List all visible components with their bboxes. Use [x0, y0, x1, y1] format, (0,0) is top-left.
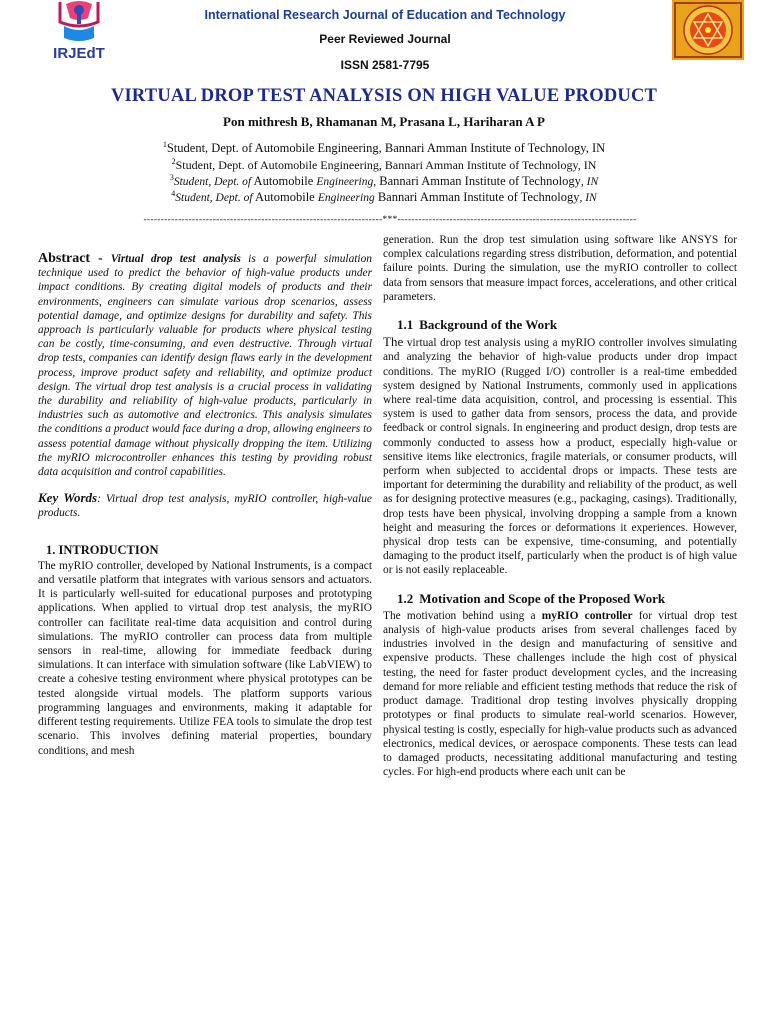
author-list: Pon mithresh B, Rhamanan M, Prasana L, Hariharan A P [223, 114, 545, 129]
keywords-heading: Key Words [38, 490, 98, 506]
irjedt-logo [44, 0, 114, 64]
introduction-heading: 1. INTRODUCTION [46, 542, 159, 557]
affiliation-1: $^1$Student, Dept. of Automobile Engineering, Bannari Amman Institute of Technology, IN [162, 140, 606, 156]
left-column [38, 252, 372, 758]
issn-label: ISSN 2581-7795 [340, 58, 430, 72]
right-column [383, 233, 737, 779]
yantra-emblem-icon [672, 0, 744, 60]
paper-title: VIRTUAL DROP TEST ANALYSIS ON HIGH VALUE PRODUCT [110, 86, 658, 106]
journal-name: International Research Journal of Education and Technology [204, 8, 566, 22]
introduction-continuation: generation. Run the drop test simulation using software like ANSYS for complex calculations regarding stress distribution, deformation, and potential failure points. During the simulation, use the myRIO controller to collect data from sensors that measure impact forces, accelerations, and other critical parameters. [383, 234, 737, 303]
motivation-heading: 1.2 Motivation and Scope of the Proposed Work [397, 590, 666, 606]
affiliation-2: $^2$Student, Dept. of Automobile Engineering, Bannari Amman Institute of Technology, IN [171, 157, 597, 172]
background-body: The virtual drop test analysis using a myRIO controller involves simulating and analyzing the behavior of high-value products under drop impact conditions. The myRIO (Rugged I/O) controller is a real-time embedded system designed by National Instruments, commonly used in applications where real-time data acquisition, control, and processing is essential. This system is used to gather data from sensors, process the data, and provide feedback or control signals. In engineering and product design, drop tests are commonly conducted to assess how a product, especially high-value or sensitive items like electronics, fragile materials, or consumer products, will perform when subjected to accidental drops or impacts. These tests are important for determining the durability and reliability of the product, as well as for designing protective measures (e.g., packaging, casings). Traditionally, drop tests have been physical, involving dropping a sample from a known height and measuring the forces or deformations it experiences. However, physical drop tests can be expensive, time-consuming, and potentially damaging to the product itself, particularly when the product is of high value or is not easily replaceable. [383, 334, 737, 577]
abstract-heading: Abstract - [38, 251, 111, 266]
affiliation-4: $^4$Student, Dept. of Automobile Engineering Bannari Amman Institute of Technology, IN [171, 189, 597, 205]
section-separator: ---------------------------------------------------------------------***--------------------------------------------------------------------- [143, 215, 637, 225]
peer-reviewed-label: Peer Reviewed Journal [319, 32, 451, 46]
keywords: Key Words: Virtual drop test analysis, myRIO controller, high-value products. [38, 490, 372, 520]
background-heading: 1.1 Background of the Work [397, 317, 558, 333]
affiliation-3: $^3$Student, Dept. of Automobile Engineering, Bannari Amman Institute of Technology, IN [169, 173, 599, 189]
motivation-body: The motivation behind using a myRIO controller for virtual drop test analysis of high-value products arises from several challenges faced by industries involved in the design and manufacturing of sensitive and expensive products. These challenges include the high cost of physical testing, the need for faster product development cycles, and the increasing demand for more reliable and efficient testing methods that reduce the risk of product damage. Traditional drop testing involves physically dropping prototypes or final products to simulate real-world scenarios. However, physical testing is costly, especially for high-value products such as advanced electronics, medical devices, or aerospace components. These tests can lead to damaged products, necessitating additional manufacturing and testing cycles. For high-end products where each unit can be [383, 609, 738, 779]
svg-text:IRJEdT: IRJEdT [53, 45, 105, 62]
introduction-body: The myRIO controller, developed by National Instruments, is a compact and versatile platform that integrates with various sensors and actuators. It is particularly well-suited for educational purposes and prototyping applications. When applied to virtual drop test analysis, the myRIO controller can facilitate real-time data acquisition and control during simulations. The myRIO controller can process data from multiple sensors in real-time, allowing for immediate feedback during simulations. It can interface with simulation software (like LabVIEW) to create a cohesive testing environment where physical prototypes can be tested alongside virtual models. The platform supports various programming languages and environments, making it adaptable for different testing requirements. Utilize FEA tools to simulate the drop test scenario. This involves defining material properties, boundary conditions, and mesh [38, 559, 372, 757]
journal-header [0, 0, 768, 80]
abstract: Abstract - Virtual drop test analysis is a powerful simulation technique used to predict the behavior of high-value products under impact conditions. By creating digital models of products and their environments, engineers can simulate various drop scenarios, assess potential damage, and optimize designs for durability and safety. This approach is particularly valuable for products where physical testing can be costly, time-consuming, and even destructive. Through virtual drop tests, companies can identify design flaws early in the development process, improve product safety and reliability, and optimize product design. The virtual drop test analysis is a crucial process in validating the durability and reliability of high-value products, particularly in industries such as automotive and electronics. This analysis simulates the conditions a product would face during a drop, allowing engineers to assess potential damage without physically dropping the item. Utilizing the myRIO microcontroller enhances this testing by providing robust data acquisition and control capabilities. [38, 251, 372, 479]
